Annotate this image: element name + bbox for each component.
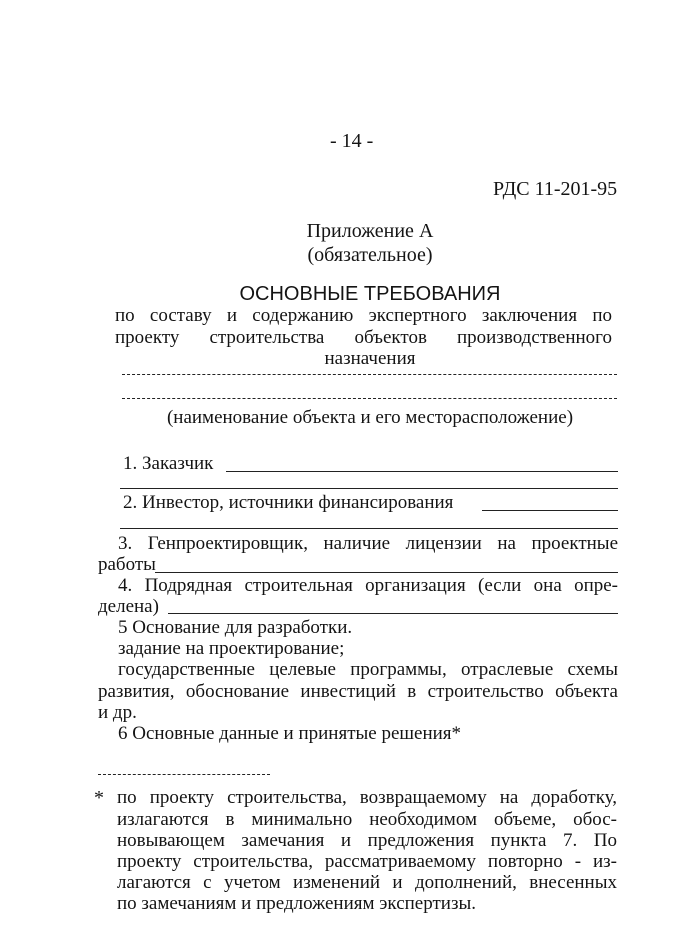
heading-line-3: назначения (324, 348, 416, 369)
investor-field-line (482, 510, 618, 511)
item-general-designer-line-1: 3. Генпроектировщик, наличие лицензии на проектные (118, 533, 618, 554)
document-heading: ОСНОВНЫЕ ТРЕБОВАНИЯ (239, 283, 501, 305)
footnote-line-4: проекту строительства, рассматриваемому повторно - из- (117, 851, 617, 872)
footnote-line-6: по замечаниям и предложениям экспертизы. (117, 893, 476, 914)
item-general-designer-line-2: работы (98, 554, 156, 575)
item-basis-task: задание на проектирование; (118, 638, 345, 659)
object-name-line-2 (122, 398, 617, 399)
document-code: РДС 11-201-95 (493, 178, 618, 200)
footnote-separator (98, 774, 270, 775)
item-contractor-line-1: 4. Подрядная строительная организация (если она опре- (118, 575, 618, 596)
item-contractor-line-2: делена) (98, 596, 159, 617)
footnote-line-2: излагаются в минимально необходимом объеме, обос- (117, 809, 617, 830)
appendix-title: Приложение А (306, 220, 434, 242)
investor-field-line-2 (120, 528, 618, 529)
appendix-status: (обязательное) (307, 244, 433, 266)
customer-field-line-2 (120, 488, 618, 489)
item-basis-programs-line-1: государственные целевые программы, отраслевые схемы (118, 659, 618, 680)
heading-line-1: по составу и содержанию экспертного заключения по (115, 305, 612, 326)
item-main-data: 6 Основные данные и принятые решения* (118, 723, 462, 744)
footnote-line-3: новывающем замечания и предложения пункта 7. По (117, 830, 617, 851)
customer-field-line (226, 471, 618, 472)
heading-line-2: проекту строительства объектов производственного (115, 327, 612, 348)
footnote-marker: * (94, 787, 104, 809)
general-designer-field-line (155, 572, 618, 573)
item-basis-programs-line-3: и др. (98, 702, 137, 723)
footnote-line-5: лагаются с учетом изменений и дополнений, внесенных (117, 872, 617, 893)
page-number: - 14 - (330, 130, 374, 152)
footnote-line-1: по проекту строительства, возвращаемому на доработку, (117, 787, 617, 808)
item-basis: 5 Основание для разработки. (118, 617, 353, 638)
contractor-field-line (168, 613, 618, 614)
object-name-line-1 (122, 374, 617, 375)
item-customer-label: 1. Заказчик (123, 453, 214, 474)
object-caption: (наименование объекта и его месторасположение) (166, 407, 574, 428)
item-basis-programs-line-2: развития, обоснование инвестиций в строительство объекта (98, 681, 618, 702)
item-investor-label: 2. Инвестор, источники финансирования (123, 492, 454, 513)
